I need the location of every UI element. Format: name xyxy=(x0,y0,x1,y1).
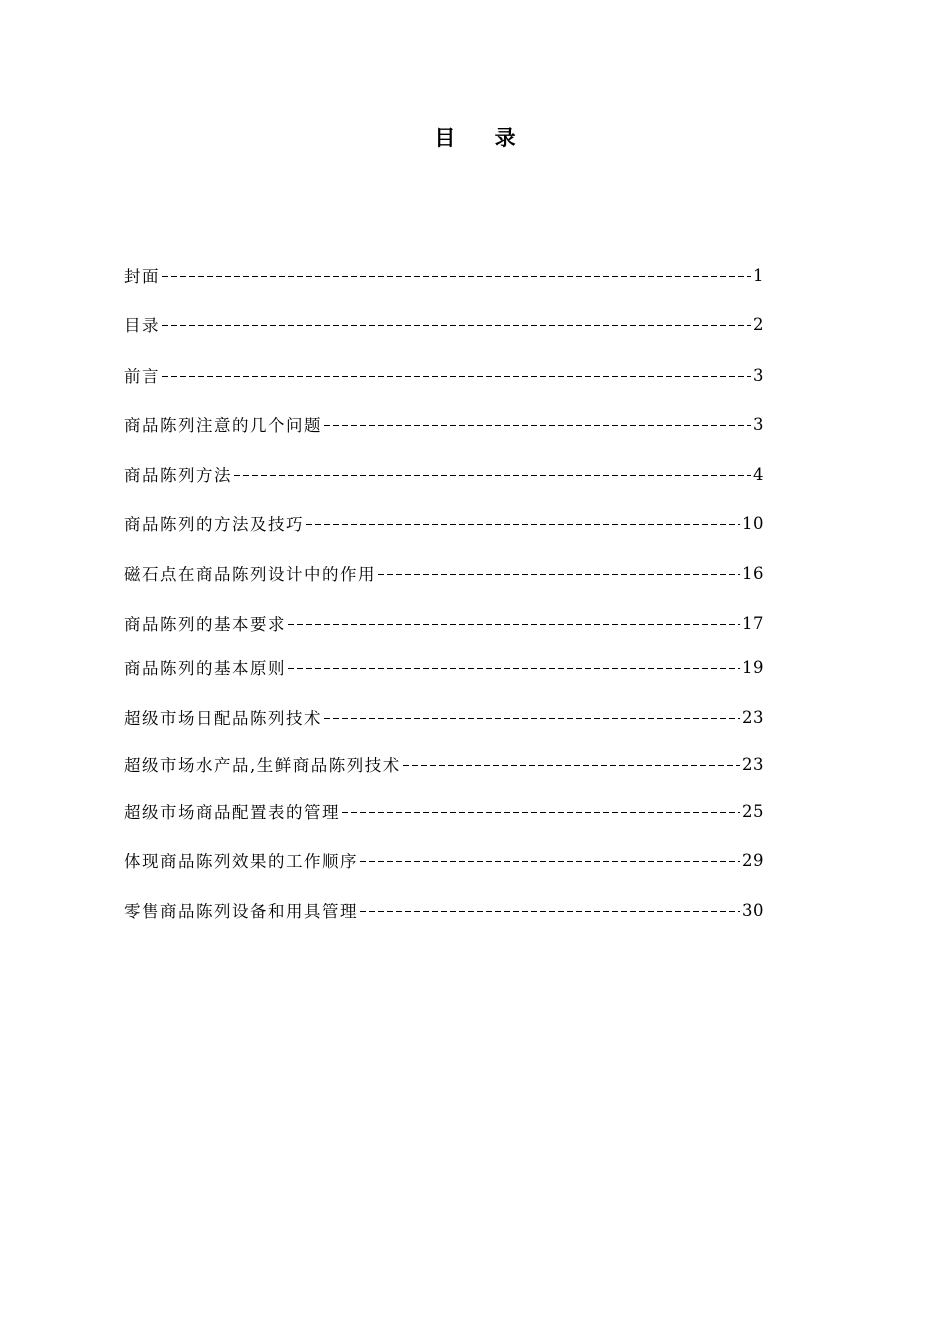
toc-entry[interactable] xyxy=(124,848,764,872)
toc-entry-label: 商品陈列注意的几个问题 xyxy=(124,416,322,435)
toc-entry[interactable] xyxy=(124,752,764,776)
toc-entry-label: 商品陈列方法 xyxy=(124,466,232,485)
toc-entry[interactable] xyxy=(124,561,764,585)
toc-entry-page: 30 xyxy=(742,900,764,920)
toc-entry-label: 零售商品陈列设备和用具管理 xyxy=(124,902,358,921)
toc-entry-page: 25 xyxy=(742,801,764,821)
toc-leader-dashes xyxy=(324,718,740,719)
toc-entry[interactable] xyxy=(124,799,764,823)
toc-leader-dashes xyxy=(162,376,751,377)
toc-leader-dashes xyxy=(288,624,740,625)
toc-entry-page: 3 xyxy=(753,365,764,385)
toc-entry[interactable] xyxy=(124,363,764,387)
toc-entry-page: 3 xyxy=(753,414,764,434)
toc-leader-dashes xyxy=(234,475,751,476)
toc-entry[interactable] xyxy=(124,312,764,336)
toc-entry-page: 23 xyxy=(742,754,764,774)
toc-entry-label: 体现商品陈列效果的工作顺序 xyxy=(124,852,358,871)
toc-entry[interactable] xyxy=(124,263,764,287)
toc-entry-page: 29 xyxy=(742,850,764,870)
toc-entry-label: 商品陈列的方法及技巧 xyxy=(124,515,304,534)
toc-leader-dashes xyxy=(288,668,740,669)
toc-leader-dashes xyxy=(324,425,751,426)
toc-entry[interactable] xyxy=(124,655,764,679)
toc-leader-dashes xyxy=(306,524,740,525)
toc-entry[interactable] xyxy=(124,705,764,729)
toc-entry-label: 目录 xyxy=(124,316,160,335)
toc-entry-page: 23 xyxy=(742,707,764,727)
toc-entry[interactable] xyxy=(124,611,764,635)
toc-entry-label: 前言 xyxy=(124,367,160,386)
toc-entry-label: 超级市场日配品陈列技术 xyxy=(124,709,322,728)
toc-entry-page: 4 xyxy=(753,464,764,484)
toc-leader-dashes xyxy=(360,911,740,912)
toc-entry-page: 17 xyxy=(742,613,764,633)
toc-leader-dashes xyxy=(360,861,740,862)
toc-leader-dashes xyxy=(162,276,751,277)
toc-entry-page: 10 xyxy=(742,513,764,533)
toc-leader-dashes xyxy=(378,574,740,575)
toc-entry[interactable] xyxy=(124,511,764,535)
toc-entry-page: 1 xyxy=(753,265,764,285)
toc-entry-page: 2 xyxy=(753,314,764,334)
toc-entry-label: 磁石点在商品陈列设计中的作用 xyxy=(124,565,376,584)
toc-entry-page: 19 xyxy=(742,657,764,677)
toc-entry[interactable] xyxy=(124,898,764,922)
toc-entry[interactable] xyxy=(124,462,764,486)
toc-entry-label: 商品陈列的基本原则 xyxy=(124,659,286,678)
page-title: 目 录 xyxy=(434,125,532,150)
toc-leader-dashes xyxy=(403,765,740,766)
toc-entry-label: 超级市场商品配置表的管理 xyxy=(124,803,340,822)
toc-entry-label: 超级市场水产品,生鲜商品陈列技术 xyxy=(124,756,401,775)
toc-entry-label: 商品陈列的基本要求 xyxy=(124,615,286,634)
toc-leader-dashes xyxy=(162,325,751,326)
toc-leader-dashes xyxy=(342,812,740,813)
toc-entry-page: 16 xyxy=(742,563,764,583)
toc-entry[interactable] xyxy=(124,412,764,436)
toc-entry-label: 封面 xyxy=(124,267,160,286)
